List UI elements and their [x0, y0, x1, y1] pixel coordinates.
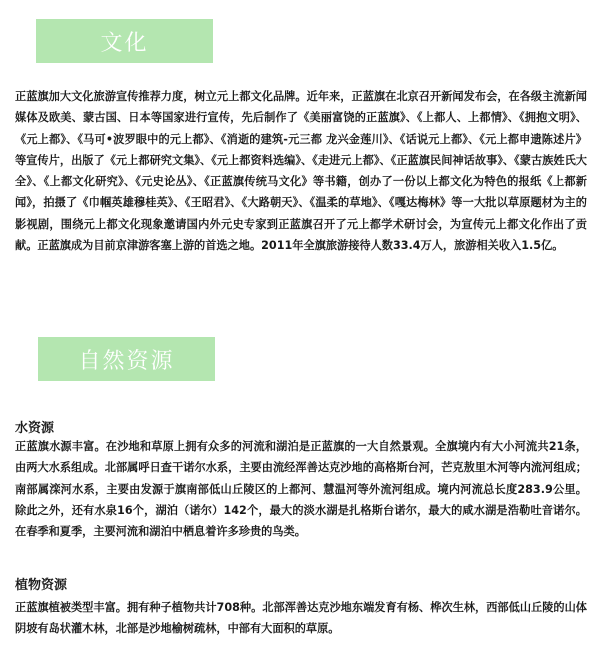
water-resources-heading: 水资源	[15, 421, 55, 436]
culture-section-banner: 文化	[36, 19, 213, 63]
plant-resources-paragraph: 正蓝旗植被类型丰富。拥有种子植物共计708种。北部浑善达克沙地东端发育有杨、桦次生林，西部低山丘陵的山体阴坡有岛状灌木林，北部是沙地榆树疏林，中部有大面积的草原。	[15, 601, 587, 636]
plant-resources-heading: 植物资源	[15, 578, 68, 593]
nature-section-banner: 自然资源	[38, 337, 215, 381]
culture-paragraph: 正蓝旗加大文化旅游宣传推荐力度，树立元上都文化品牌。近年来，正蓝旗在北京召开新闻发布会，在各级主流新闻媒体及欧美、蒙古国、日本等国家进行宣传，先后制作了《美丽富饶的正蓝旗》、《上都人、上都情》、《拥抱文明》、《元上都》、《马可•波罗眼中的元上都》、《消逝的建筑-元三都 龙兴金莲川》、《话说元上都》、《元上都申遗陈述片》等宣传片，出版了《元上都研究文集》、《元上都资料选编》、《走进元上都》、《正蓝旗民间神话故事》、《蒙古族姓氏大全》、《上都文化研究》、《元史论丛》、《正蓝旗传统马文化》等书籍，创办了一份以上都文化为特色的报纸《上都新闻》，拍摄了《巾帼英雄穆桂英》、《王昭君》、《大路朝天》、《温柔的草地》、《嘎达梅林》等一大批以草原题材为主的影视剧，围绕元上都文化现象邀请国内外元史专家到正蓝旗召开了元上都学术研讨会，为宣传元上都文化作出了贡献。正蓝旗成为目前京津游客塞上游的首选之地。2011年全旗旅游接待人数33.4万人，旅游相关收入1.5亿。	[15, 90, 587, 253]
water-resources-paragraph: 正蓝旗水源丰富。在沙地和草原上拥有众多的河流和湖泊是正蓝旗的一大自然景观。全旗境内有大小河流共21条，由两大水系组成。北部属呼日查干诺尔水系，主要由流经浑善达克沙地的高格斯台河，芒克敖里木河等内流河组成；南部属滦河水系，主要由发源于旗南部低山丘陵区的上都河、慧温河等外流河组成。境内河流总长度283.9公里。除此之外，还有水泉16个，湖泊（诺尔）142个，最大的淡水湖是扎格斯台诺尔，最大的咸水湖是浩勒吐音诺尔。在春季和夏季，主要河流和湖泊中栖息着许多珍贵的鸟类。	[15, 440, 587, 539]
